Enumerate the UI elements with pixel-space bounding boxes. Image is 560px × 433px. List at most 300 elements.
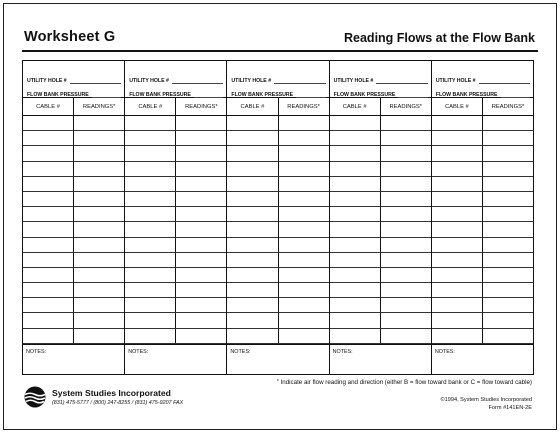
table-row	[330, 268, 431, 283]
readings-cell[interactable]	[176, 116, 226, 130]
cable-cell[interactable]	[330, 162, 381, 176]
readings-cell[interactable]	[381, 222, 431, 236]
table-row	[432, 222, 533, 237]
table-row	[432, 131, 533, 146]
readings-cell[interactable]	[279, 192, 329, 206]
cable-header: CABLE #	[125, 98, 176, 115]
utility-hole-line	[334, 70, 428, 84]
readings-cell[interactable]	[279, 222, 329, 236]
cable-cell[interactable]	[330, 253, 381, 267]
company-logo-icon	[24, 386, 46, 408]
entry-rows	[432, 116, 533, 344]
readings-cell[interactable]	[483, 177, 533, 191]
readings-header: READINGS*	[389, 103, 423, 110]
cable-cell[interactable]	[330, 238, 381, 252]
cable-cell[interactable]	[125, 298, 176, 312]
group-info	[330, 61, 431, 98]
notes-area[interactable]	[23, 344, 124, 374]
table-row	[432, 253, 533, 268]
table-row	[125, 207, 226, 222]
table-row	[330, 238, 431, 253]
readings-cell[interactable]	[176, 192, 226, 206]
entry-rows	[330, 116, 431, 344]
company-contact: (831) 475-5777 / (800) 247-8255 / (831) 475-9207 FAX	[52, 400, 184, 406]
cable-cell[interactable]	[227, 313, 278, 327]
readings-cell[interactable]	[381, 283, 431, 297]
group-info	[432, 61, 533, 98]
readings-cell[interactable]	[176, 177, 226, 191]
notes-label: NOTES:	[26, 348, 47, 355]
flow-bank-pressure-line	[436, 84, 530, 98]
table-row	[330, 116, 431, 131]
company-name: System Studies Incorporated	[52, 388, 171, 398]
worksheet-group	[330, 61, 432, 374]
cable-cell[interactable]	[23, 131, 74, 145]
readings-cell[interactable]	[483, 313, 533, 327]
column-header	[227, 98, 328, 116]
table-row	[227, 162, 328, 177]
cable-cell[interactable]	[125, 116, 176, 130]
flow-bank-pressure-line	[27, 84, 121, 98]
readings-cell[interactable]	[483, 283, 533, 297]
readings-cell[interactable]	[483, 329, 533, 343]
table-row	[227, 253, 328, 268]
readings-cell[interactable]	[74, 329, 124, 343]
cable-cell[interactable]	[330, 283, 381, 297]
cable-cell[interactable]	[125, 192, 176, 206]
readings-cell[interactable]	[176, 313, 226, 327]
table-row	[227, 116, 328, 131]
readings-cell[interactable]	[483, 146, 533, 160]
table-row	[227, 192, 328, 207]
table-row	[125, 238, 226, 253]
cable-cell[interactable]	[23, 192, 74, 206]
readings-cell[interactable]	[74, 162, 124, 176]
readings-cell[interactable]	[279, 116, 329, 130]
flow-bank-pressure-label: FLOW BANK PRESSURE	[333, 92, 396, 98]
worksheet-subtitle: Reading Flows at the Flow Bank	[344, 31, 535, 45]
cable-cell[interactable]	[330, 329, 381, 343]
cable-cell[interactable]	[227, 162, 278, 176]
table-row	[125, 131, 226, 146]
readings-cell[interactable]	[74, 268, 124, 282]
cable-cell[interactable]	[432, 238, 483, 252]
readings-cell[interactable]	[176, 253, 226, 267]
flow-bank-pressure-line	[129, 84, 223, 98]
table-row	[330, 146, 431, 161]
cable-cell[interactable]	[330, 207, 381, 221]
utility-hole-line	[27, 70, 121, 84]
cable-cell[interactable]	[125, 207, 176, 221]
notes-label: NOTES:	[332, 348, 353, 355]
notes-area[interactable]	[125, 344, 226, 374]
utility-hole-field[interactable]	[376, 79, 428, 84]
flow-bank-pressure-line	[231, 84, 325, 98]
table-row	[23, 268, 124, 283]
utility-hole-label: UTILITY HOLE #	[435, 78, 476, 84]
worksheet-title: Worksheet G	[24, 29, 116, 45]
readings-cell[interactable]	[74, 253, 124, 267]
footnote	[277, 379, 532, 386]
cable-cell[interactable]	[330, 298, 381, 312]
readings-cell[interactable]	[176, 207, 226, 221]
readings-cell[interactable]	[279, 253, 329, 267]
cable-cell[interactable]	[227, 146, 278, 160]
cable-cell[interactable]	[125, 313, 176, 327]
cable-cell[interactable]	[432, 298, 483, 312]
table-row	[432, 238, 533, 253]
table-row	[432, 207, 533, 222]
cable-cell[interactable]	[227, 116, 278, 130]
flow-bank-pressure-label: FLOW BANK PRESSURE	[231, 92, 294, 98]
footnote-marker: *	[276, 379, 279, 385]
table-row	[227, 313, 328, 328]
readings-cell[interactable]	[74, 283, 124, 297]
table-row	[23, 192, 124, 207]
cable-header: CABLE #	[23, 98, 74, 115]
readings-cell[interactable]	[279, 131, 329, 145]
cable-cell[interactable]	[432, 222, 483, 236]
table-row	[125, 283, 226, 298]
flow-bank-pressure-label: FLOW BANK PRESSURE	[435, 92, 498, 98]
readings-cell[interactable]	[381, 313, 431, 327]
utility-hole-label: UTILITY HOLE #	[231, 78, 272, 84]
worksheet-group	[125, 61, 227, 374]
cable-cell[interactable]	[330, 146, 381, 160]
cable-cell[interactable]	[227, 268, 278, 282]
cable-cell[interactable]	[432, 192, 483, 206]
cable-cell[interactable]	[330, 222, 381, 236]
cable-cell[interactable]	[227, 253, 278, 267]
cable-cell[interactable]	[432, 329, 483, 343]
cable-cell[interactable]	[432, 116, 483, 130]
cable-cell[interactable]	[330, 116, 381, 130]
table-row	[23, 313, 124, 328]
table-row	[23, 207, 124, 222]
cable-header: CABLE #	[227, 98, 278, 115]
cable-cell[interactable]	[125, 162, 176, 176]
readings-cell[interactable]	[381, 238, 431, 252]
table-row	[23, 222, 124, 237]
table-row	[432, 268, 533, 283]
table-row	[330, 298, 431, 313]
flow-bank-pressure-label: FLOW BANK PRESSURE	[129, 92, 191, 98]
readings-cell[interactable]	[74, 238, 124, 252]
column-header	[23, 98, 124, 116]
readings-cell[interactable]	[279, 268, 329, 282]
table-row	[125, 162, 226, 177]
cable-cell[interactable]	[23, 329, 74, 343]
readings-cell[interactable]	[381, 253, 431, 267]
cable-cell[interactable]	[23, 207, 74, 221]
table-row	[23, 162, 124, 177]
table-row	[125, 192, 226, 207]
readings-cell[interactable]	[279, 238, 329, 252]
entry-rows	[125, 116, 226, 344]
cable-cell[interactable]	[227, 222, 278, 236]
cable-cell[interactable]	[432, 177, 483, 191]
table-row	[23, 177, 124, 192]
table-row	[330, 192, 431, 207]
cable-cell[interactable]	[23, 146, 74, 160]
cable-cell[interactable]	[227, 207, 278, 221]
utility-hole-line	[129, 70, 223, 84]
utility-hole-line	[436, 70, 530, 84]
notes-label: NOTES:	[434, 348, 455, 355]
readings-cell[interactable]	[74, 222, 124, 236]
table-row	[23, 298, 124, 313]
cable-cell[interactable]	[23, 283, 74, 297]
readings-cell[interactable]	[381, 131, 431, 145]
table-row	[125, 177, 226, 192]
notes-area[interactable]	[227, 344, 328, 374]
utility-hole-line	[231, 70, 325, 84]
cable-cell[interactable]	[432, 268, 483, 282]
readings-cell[interactable]	[74, 177, 124, 191]
table-row	[227, 146, 328, 161]
utility-hole-label: UTILITY HOLE #	[333, 78, 374, 84]
column-header	[432, 98, 533, 116]
group-info	[227, 61, 328, 98]
readings-cell[interactable]	[381, 162, 431, 176]
readings-cell[interactable]	[483, 131, 533, 145]
cable-cell[interactable]	[23, 177, 74, 191]
column-header	[330, 98, 431, 116]
table-row	[125, 298, 226, 313]
worksheet-grid	[22, 60, 534, 375]
cable-cell[interactable]	[432, 253, 483, 267]
cable-cell[interactable]	[432, 283, 483, 297]
readings-cell[interactable]	[176, 222, 226, 236]
cable-cell[interactable]	[23, 116, 74, 130]
readings-cell[interactable]	[483, 116, 533, 130]
readings-cell[interactable]	[74, 298, 124, 312]
readings-cell[interactable]	[483, 298, 533, 312]
cable-cell[interactable]	[330, 268, 381, 282]
notes-label: NOTES:	[128, 348, 149, 355]
cable-cell[interactable]	[125, 329, 176, 343]
readings-header: READINGS*	[185, 103, 218, 110]
cable-cell[interactable]	[125, 283, 176, 297]
readings-cell[interactable]	[176, 146, 226, 160]
cable-cell[interactable]	[227, 177, 278, 191]
cable-cell[interactable]	[432, 131, 483, 145]
table-row	[432, 313, 533, 328]
cable-cell[interactable]	[227, 329, 278, 343]
table-row	[227, 238, 328, 253]
form-number: Form #141EN-2E	[488, 405, 532, 411]
readings-cell[interactable]	[279, 283, 329, 297]
readings-cell[interactable]	[483, 207, 533, 221]
readings-cell[interactable]	[381, 268, 431, 282]
cable-cell[interactable]	[227, 298, 278, 312]
cable-cell[interactable]	[227, 131, 278, 145]
worksheet-group	[432, 61, 533, 374]
cable-cell[interactable]	[432, 162, 483, 176]
table-row	[125, 268, 226, 283]
notes-area[interactable]	[432, 344, 533, 374]
table-row	[330, 222, 431, 237]
table-row	[23, 253, 124, 268]
table-row	[23, 116, 124, 131]
cable-cell[interactable]	[125, 146, 176, 160]
footnote-text: Indicate air flow reading and direction (either B = flow toward bank or C = flow toward cable)	[280, 379, 532, 386]
readings-cell[interactable]	[279, 177, 329, 191]
cable-cell[interactable]	[125, 131, 176, 145]
table-row	[23, 146, 124, 161]
readings-cell[interactable]	[176, 329, 226, 343]
readings-cell[interactable]	[381, 116, 431, 130]
readings-cell[interactable]	[483, 253, 533, 267]
column-header	[125, 98, 226, 116]
table-row	[23, 131, 124, 146]
table-row	[23, 329, 124, 344]
cable-cell[interactable]	[330, 192, 381, 206]
cable-cell[interactable]	[23, 162, 74, 176]
flow-bank-pressure-line	[334, 84, 428, 98]
group-info	[125, 61, 226, 98]
readings-cell[interactable]	[483, 222, 533, 236]
cable-cell[interactable]	[23, 222, 74, 236]
entry-rows	[23, 116, 124, 344]
readings-cell[interactable]	[483, 268, 533, 282]
table-row	[432, 329, 533, 344]
table-row	[125, 313, 226, 328]
readings-cell[interactable]	[176, 162, 226, 176]
cable-cell[interactable]	[125, 253, 176, 267]
table-row	[330, 253, 431, 268]
table-row	[432, 146, 533, 161]
table-row	[227, 298, 328, 313]
entry-rows	[227, 116, 328, 344]
readings-cell[interactable]	[279, 313, 329, 327]
flow-bank-pressure-label: FLOW BANK PRESSURE	[27, 92, 89, 98]
table-row	[227, 329, 328, 344]
readings-header: READINGS*	[82, 103, 116, 110]
cable-cell[interactable]	[432, 146, 483, 160]
utility-hole-label: UTILITY HOLE #	[129, 78, 169, 84]
readings-cell[interactable]	[279, 329, 329, 343]
readings-cell[interactable]	[483, 238, 533, 252]
notes-label: NOTES:	[230, 348, 251, 355]
cable-cell[interactable]	[227, 238, 278, 252]
readings-cell[interactable]	[483, 162, 533, 176]
cable-cell[interactable]	[432, 313, 483, 327]
readings-cell[interactable]	[381, 298, 431, 312]
cable-cell[interactable]	[23, 313, 74, 327]
table-row	[227, 268, 328, 283]
cable-cell[interactable]	[125, 238, 176, 252]
table-row	[330, 313, 431, 328]
table-row	[227, 222, 328, 237]
table-row	[432, 298, 533, 313]
readings-cell[interactable]	[279, 162, 329, 176]
readings-cell[interactable]	[74, 146, 124, 160]
readings-cell[interactable]	[381, 192, 431, 206]
cable-cell[interactable]	[227, 192, 278, 206]
utility-hole-field[interactable]	[172, 79, 224, 84]
cable-cell[interactable]	[125, 268, 176, 282]
readings-cell[interactable]	[381, 329, 431, 343]
group-info	[23, 61, 124, 98]
cable-cell[interactable]	[23, 298, 74, 312]
readings-cell[interactable]	[74, 131, 124, 145]
readings-cell[interactable]	[176, 131, 226, 145]
cable-cell[interactable]	[125, 222, 176, 236]
readings-cell[interactable]	[176, 298, 226, 312]
table-row	[432, 283, 533, 298]
table-row	[432, 116, 533, 131]
readings-header: READINGS*	[287, 103, 320, 110]
utility-hole-label: UTILITY HOLE #	[27, 78, 67, 84]
readings-cell[interactable]	[74, 207, 124, 221]
cable-cell[interactable]	[23, 253, 74, 267]
table-row	[330, 131, 431, 146]
cable-cell[interactable]	[227, 283, 278, 297]
cable-cell[interactable]	[23, 268, 74, 282]
table-row	[227, 283, 328, 298]
table-row	[330, 177, 431, 192]
readings-cell[interactable]	[483, 192, 533, 206]
utility-hole-field[interactable]	[274, 79, 326, 84]
cable-cell[interactable]	[330, 177, 381, 191]
worksheet-group	[23, 61, 125, 374]
readings-cell[interactable]	[74, 116, 124, 130]
utility-hole-field[interactable]	[479, 79, 531, 84]
cable-cell[interactable]	[330, 313, 381, 327]
worksheet-group	[227, 61, 329, 374]
cable-cell[interactable]	[432, 207, 483, 221]
table-row	[330, 207, 431, 222]
table-row	[227, 207, 328, 222]
readings-cell[interactable]	[176, 238, 226, 252]
table-row	[23, 238, 124, 253]
readings-cell[interactable]	[279, 207, 329, 221]
readings-cell[interactable]	[279, 146, 329, 160]
utility-hole-field[interactable]	[70, 79, 122, 84]
table-row	[125, 253, 226, 268]
table-row	[125, 146, 226, 161]
readings-cell[interactable]	[74, 192, 124, 206]
readings-cell[interactable]	[381, 177, 431, 191]
cable-cell[interactable]	[23, 238, 74, 252]
table-row	[227, 177, 328, 192]
cable-cell[interactable]	[125, 177, 176, 191]
readings-cell[interactable]	[176, 268, 226, 282]
readings-header: READINGS*	[491, 103, 525, 110]
table-row	[432, 192, 533, 207]
table-row	[432, 162, 533, 177]
readings-cell[interactable]	[176, 283, 226, 297]
table-row	[330, 283, 431, 298]
readings-cell[interactable]	[381, 207, 431, 221]
readings-cell[interactable]	[381, 146, 431, 160]
table-row	[330, 162, 431, 177]
table-row	[330, 329, 431, 344]
header-rule	[22, 50, 538, 52]
table-row	[125, 329, 226, 344]
table-row	[125, 222, 226, 237]
cable-cell[interactable]	[330, 131, 381, 145]
cable-header: CABLE #	[330, 98, 381, 115]
cable-header: CABLE #	[432, 98, 483, 115]
readings-cell[interactable]	[74, 313, 124, 327]
table-row	[23, 283, 124, 298]
copyright: ©1994, System Studies Incorporated	[440, 397, 532, 403]
readings-cell[interactable]	[279, 298, 329, 312]
notes-area[interactable]	[330, 344, 431, 374]
table-row	[432, 177, 533, 192]
